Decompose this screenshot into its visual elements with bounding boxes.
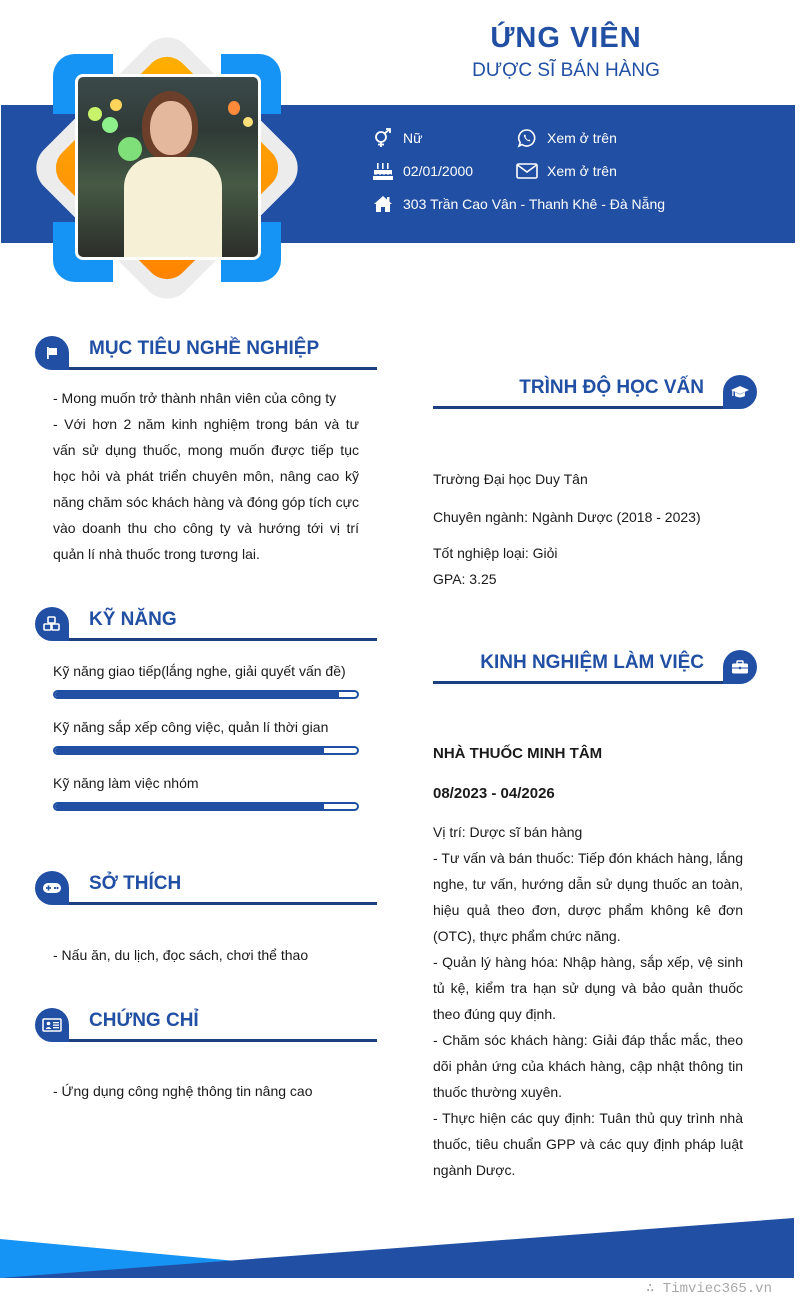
education-gpa: GPA: 3.25: [433, 571, 497, 587]
avatar-frame: [26, 27, 308, 309]
experience-period: 08/2023 - 04/2026: [433, 785, 555, 802]
birthday-value: 02/01/2000: [403, 163, 474, 179]
section-header-certificates: [35, 1008, 377, 1044]
flag-icon: [35, 336, 69, 370]
skill-bar: [53, 802, 359, 811]
home-icon: [372, 194, 394, 214]
contact-email: [516, 160, 617, 182]
skill-label: Kỹ năng làm việc nhóm: [53, 775, 199, 791]
experience-duty: - Thực hiện các quy định: Tuân thủ quy trình nhà thuốc, tiêu chuẩn GPP và các quy định pháp luật ngành Dược.: [433, 1110, 743, 1178]
experience-duty: - Tư vấn và bán thuốc: Tiếp đón khách hàng, lắng nghe, tư vấn, hướng dẫn sử dụng thuốc an toàn, hiệu quả theo đơn, dược phẩm không kê đơn (OTC), thực phẩm chức năng.: [433, 850, 743, 944]
watermark: ∴ Timviec365.vn: [645, 1281, 772, 1297]
certificates-text: - Ứng dụng công nghệ thông tin nâng cao: [53, 1083, 313, 1099]
experience-details: [433, 819, 743, 1183]
skill-bar: [53, 746, 359, 755]
education-school: Trường Đại học Duy Tân: [433, 471, 588, 487]
footer-wave: [0, 1210, 800, 1280]
experience-company: NHÀ THUỐC MINH TÂM: [433, 745, 603, 762]
objective-line: - Mong muốn trở thành nhân viên của công ty: [53, 390, 337, 406]
section-header-skills: [35, 607, 377, 643]
briefcase-icon: [723, 650, 757, 684]
hobbies-text: - Nấu ăn, du lịch, đọc sách, chơi thể thao: [53, 947, 309, 963]
experience-duty: - Quản lý hàng hóa: Nhập hàng, sắp xếp, vệ sinh tủ kệ, kiểm tra hạn sử dụng và bảo quản thuốc theo đúng quy định.: [433, 954, 743, 1022]
graduation-cap-icon: [723, 375, 757, 409]
education-grade: Tốt nghiệp loại: Giỏi: [433, 545, 558, 561]
section-header-education: [433, 375, 757, 411]
page-title: ỨNG VIÊN: [490, 22, 642, 54]
section-title-education: TRÌNH ĐỘ HỌC VẤN: [519, 377, 704, 398]
cubes-icon: [35, 607, 69, 641]
avatar: [75, 74, 261, 260]
section-title-skills: KỸ NĂNG: [89, 609, 177, 630]
job-title: DƯỢC SĨ BÁN HÀNG: [472, 60, 660, 81]
skill-bar: [53, 690, 359, 699]
whatsapp-phone-icon: [516, 128, 538, 148]
contact-gender: [372, 127, 422, 149]
skill-label: Kỹ năng sắp xếp công việc, quản lí thời gian: [53, 719, 329, 735]
experience-position: Vị trí: Dược sĩ bán hàng: [433, 824, 583, 840]
title-block: [380, 20, 752, 83]
objective-text: [53, 385, 359, 567]
section-header-objective: [35, 336, 377, 372]
section-title-hobbies: SỞ THÍCH: [89, 873, 182, 894]
contact-address: [372, 193, 665, 215]
gender-value: Nữ: [403, 130, 423, 146]
skill-label: Kỹ năng giao tiếp(lắng nghe, giải quyết vấn đề): [53, 663, 346, 679]
gender-icon: [372, 128, 394, 148]
section-header-experience: [433, 650, 757, 686]
objective-line: - Với hơn 2 năm kinh nghiệm trong bán và tư vấn sử dụng thuốc, mong muốn được tiếp tục học hỏi và phát triển chuyên môn, nâng cao kỹ năng chăm sóc khách hàng và đóng góp tích cực vào doanh thu cho công ty và hướng tới vị trí quản lí nhà thuốc trong tương lai.: [53, 416, 359, 562]
id-card-icon: [35, 1008, 69, 1042]
envelope-icon: [516, 161, 538, 181]
gamepad-icon: [35, 871, 69, 905]
education-major: Chuyên ngành: Ngành Dược (2018 - 2023): [433, 509, 701, 525]
email-value: Xem ở trên: [547, 163, 617, 179]
section-title-certificates: CHỨNG CHỈ: [89, 1010, 199, 1031]
contact-birthday: [372, 160, 473, 182]
skill-bar-fill: [55, 692, 339, 697]
birthday-cake-icon: [372, 161, 394, 181]
section-header-hobbies: [35, 871, 377, 907]
experience-duty: - Chăm sóc khách hàng: Giải đáp thắc mắc, theo dõi phản ứng của khách hàng, cập nhật thông tin thuốc thường xuyên.: [433, 1032, 743, 1100]
phone-value: Xem ở trên: [547, 130, 617, 146]
address-value: 303 Trần Cao Vân - Thanh Khê - Đà Nẵng: [403, 196, 666, 212]
contact-phone: [516, 127, 617, 149]
skill-bar-fill: [55, 804, 324, 809]
section-title-experience: KINH NGHIỆM LÀM VIỆC: [480, 652, 704, 673]
skill-bar-fill: [55, 748, 324, 753]
section-title-objective: MỤC TIÊU NGHỀ NGHIỆP: [89, 338, 320, 359]
